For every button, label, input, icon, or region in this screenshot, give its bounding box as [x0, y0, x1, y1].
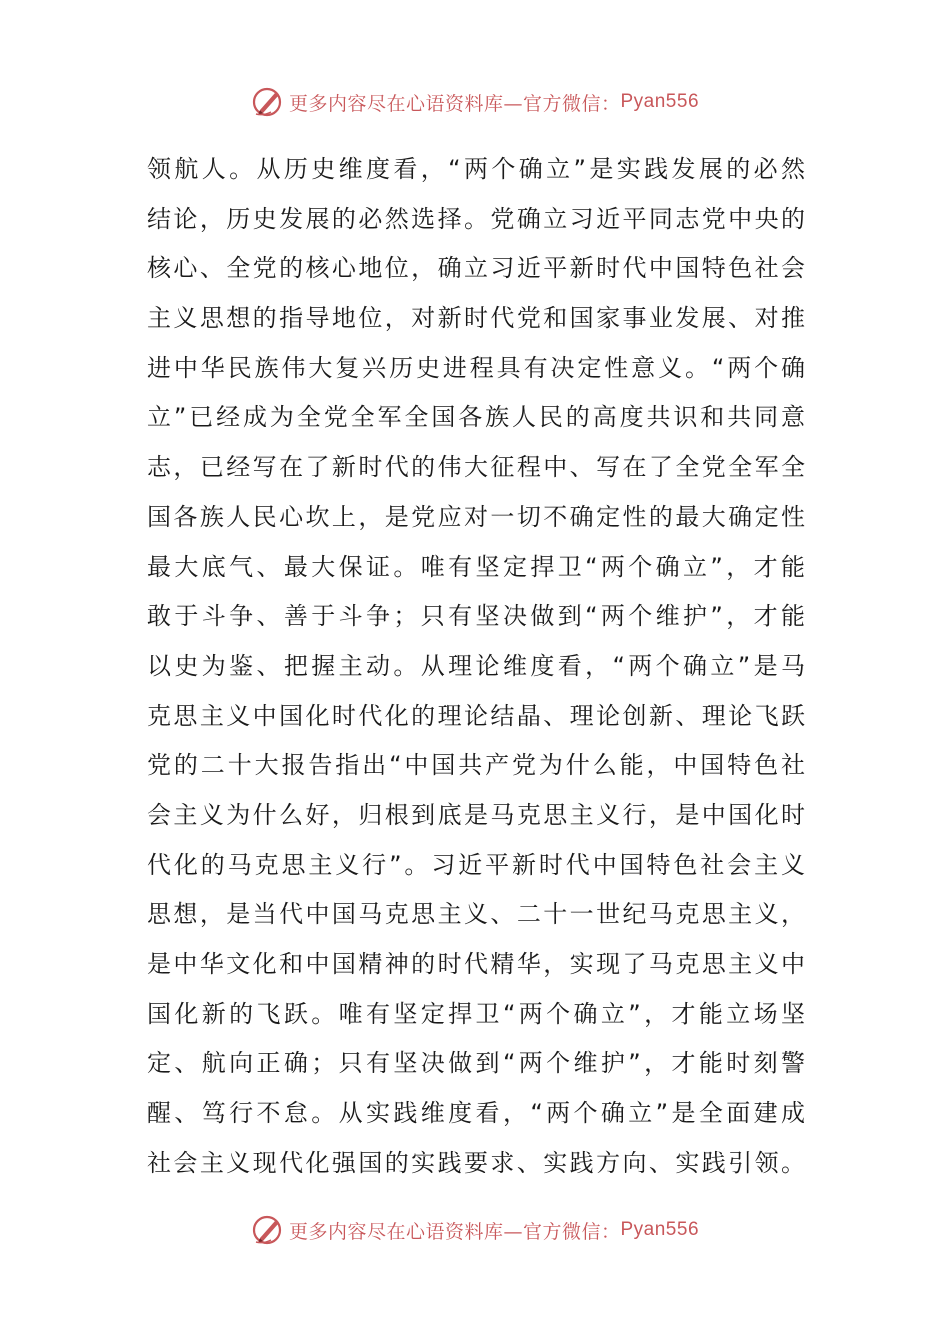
- pen-logo-icon: [251, 85, 285, 119]
- body-line: 以史为鉴、把握主动。从理论维度看，“两个确立”是马: [147, 651, 807, 680]
- body-line: 进中华民族伟大复兴历史进程具有决定性意义。“两个确: [147, 353, 807, 382]
- body-line: 会主义为什么好，归根到底是马克思主义行，是中国化时: [147, 800, 807, 829]
- body-line: 社会主义现代化强国的实践要求、实践方向、实践引领。: [147, 1148, 807, 1177]
- body-line: 是中华文化和中国精神的时代精华，实现了马克思主义中: [147, 950, 807, 978]
- body-line: 核心、全党的核心地位，确立习近平新时代中国特色社会: [147, 254, 807, 283]
- body-line: 国各族人民心坎上，是党应对一切不确定性的最大确定性: [147, 502, 807, 531]
- watermark-text: 更多内容尽在心语资料库—官方微信：: [288, 1220, 621, 1243]
- body-line: 最大底气、最大保证。唯有坚定捍卫“两个确立”，才能: [147, 552, 807, 581]
- body-line: 党的二十大报告指出“中国共产党为什么能，中国特色社: [147, 751, 807, 780]
- body-line: 克思主义中国化时代化的理论结晶、理论创新、理论飞跃: [147, 701, 807, 730]
- footer-watermark: [0, 1210, 950, 1250]
- body-line: 领航人。从历史维度看，“两个确立”是实践发展的必然: [147, 155, 807, 183]
- body-line: 思想，是当代中国马克思主义、二十一世纪马克思主义，: [147, 900, 807, 929]
- body-line: 敢于斗争、善于斗争；只有坚决做到“两个维护”，才能: [147, 602, 807, 631]
- body-line: 定、航向正确；只有坚决做到“两个维护”，才能时刻警: [147, 1049, 807, 1078]
- document-body: [147, 145, 807, 1188]
- body-line: 志，已经写在了新时代的伟大征程中、写在了全党全军全: [147, 453, 807, 482]
- body-line: 结论，历史发展的必然选择。党确立习近平同志党中央的: [147, 204, 807, 233]
- body-line: 国化新的飞跃。唯有坚定捍卫“两个确立”，才能立场坚: [147, 999, 807, 1028]
- header-watermark: [0, 82, 950, 122]
- watermark-text: 更多内容尽在心语资料库—官方微信：: [288, 92, 621, 115]
- body-line: 代化的马克思主义行”。习近平新时代中国特色社会主义: [147, 850, 807, 879]
- watermark-handle: Pyan556: [620, 91, 700, 112]
- body-line: 主义思想的指导地位，对新时代党和国家事业发展、对推: [147, 304, 807, 333]
- body-line: 立”已经成为全党全军全国各族人民的高度共识和共同意: [147, 403, 807, 432]
- pen-logo-icon: [251, 1213, 285, 1247]
- watermark-handle: Pyan556: [620, 1219, 700, 1240]
- body-line: 醒、笃行不怠。从实践维度看，“两个确立”是全面建成: [147, 1099, 807, 1128]
